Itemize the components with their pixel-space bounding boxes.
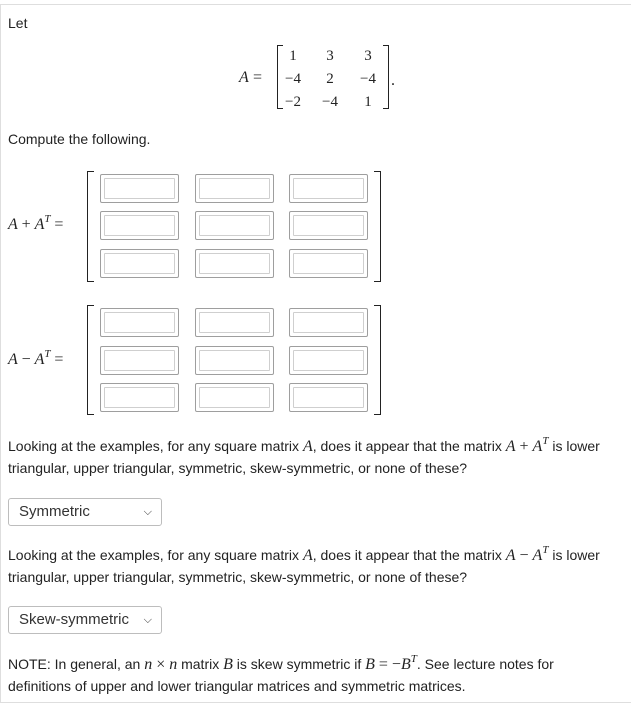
question1-selected-value: Symmetric (19, 503, 90, 520)
diff-input-r2c1[interactable] (100, 346, 179, 375)
diff-input-r3c3[interactable] (289, 383, 368, 412)
sum-input-r2c3[interactable] (289, 211, 368, 240)
let-label: Let (8, 15, 28, 31)
matrix-cell: −4 (360, 71, 376, 87)
diff-input-r2c2[interactable] (195, 346, 274, 375)
matrix-trailing-period: . (391, 72, 395, 89)
matrix-cell: 1 (364, 94, 372, 110)
matrix-cell: 3 (364, 48, 372, 64)
diff-input-r1c3[interactable] (289, 308, 368, 337)
diff-input-r2c3[interactable] (289, 346, 368, 375)
compute-label: Compute the following. (8, 131, 151, 147)
diff-input-r3c1[interactable] (100, 383, 179, 412)
question2-answer-select[interactable] (8, 606, 162, 634)
question1-text: Looking at the examples, for any square matrix A, does it appear that the matrix $A + A^T$ is lower triangular, upper triangular, symmetric, skew-symmetric, or none of these? (8, 435, 600, 476)
matrix-cell: 1 (289, 48, 297, 64)
matrix-equals: = (253, 69, 263, 86)
sum-input-r3c2[interactable] (195, 249, 274, 278)
diff-label: $A - A^T$ = (8, 348, 64, 368)
matrix-cell: −4 (322, 94, 338, 110)
sum-left-bracket (87, 171, 94, 282)
matrix-cell: 2 (326, 71, 334, 87)
sum-input-r2c1[interactable] (100, 211, 179, 240)
matrix-cell: 3 (326, 48, 334, 64)
sum-label: $A + A^T$ = (8, 213, 64, 233)
sum-input-r1c2[interactable] (195, 174, 274, 203)
matrix-cell: −4 (285, 71, 301, 87)
note-text: NOTE: In general, an n × n matrix B is skew symmetric if $B = -B^T$. See lecture notes for definitions of upper and lower triangular matrices and symmetric matrices. (8, 653, 554, 694)
matrix-cell: −2 (285, 94, 301, 110)
chevron-down-icon: ⌵ (143, 614, 152, 626)
diff-input-r1c1[interactable] (100, 308, 179, 337)
diff-right-bracket (374, 305, 381, 415)
question2-text: Looking at the examples, for any square matrix A, does it appear that the matrix $A - A^T$ is lower triangular, upper triangular, symmetric, skew-symmetric, or none of these? (8, 544, 600, 585)
matrix-right-bracket (383, 45, 389, 109)
diff-input-r3c2[interactable] (195, 383, 274, 412)
sum-input-r1c3[interactable] (289, 174, 368, 203)
diff-input-r1c2[interactable] (195, 308, 274, 337)
diff-left-bracket (87, 305, 94, 415)
question2-selected-value: Skew-symmetric (19, 611, 130, 628)
question1-answer-select[interactable] (8, 498, 162, 526)
sum-input-r3c3[interactable] (289, 249, 368, 278)
matrix-lhs: A (239, 69, 249, 86)
sum-input-r3c1[interactable] (100, 249, 179, 278)
chevron-down-icon: ⌵ (143, 506, 152, 518)
sum-input-r2c2[interactable] (195, 211, 274, 240)
sum-input-r1c1[interactable] (100, 174, 179, 203)
sum-right-bracket (374, 171, 381, 282)
